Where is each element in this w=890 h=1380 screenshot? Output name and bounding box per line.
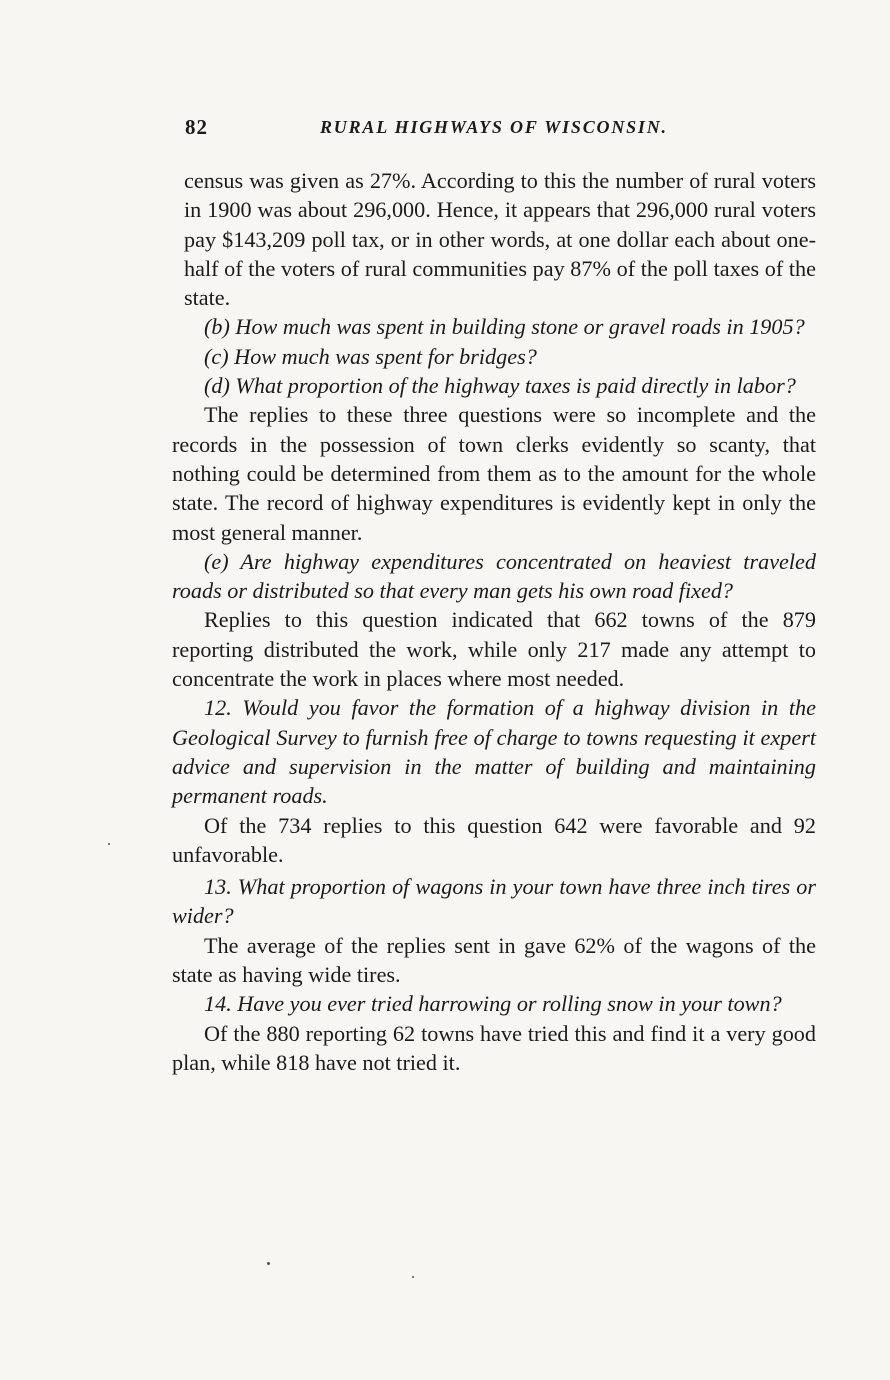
page-header: [185, 115, 825, 145]
question-c: (c) How much was spent for bridges?: [204, 343, 537, 369]
question-e: (e) Are highway expenditures concentrated on heaviest traveled roads or distributed so that every man gets his own road fixed?: [172, 548, 816, 604]
running-head: RURAL HIGHWAYS OF WISCONSIN.: [320, 117, 668, 137]
question-14: 14. Have you ever tried harrowing or rolling snow in your town?: [204, 991, 782, 1017]
paper-speck: [267, 1262, 270, 1265]
paragraph-census-continuation: census was given as 27%. According to this the number of rural voters in 1900 was about 296,000. Hence, it appears that 296,000 rural voters pay $143,209 poll tax, or in other words, at one dollar each about one-half of the voters of rural communities pay 87% of the poll taxes of the state.: [184, 168, 816, 311]
answer-e: Replies to this question indicated that 662 towns of the 879 reporting distributed the work, while only 217 made any attempt to concentrate the work in places where most needed.: [172, 607, 816, 692]
answer-14: Of the 880 reporting 62 towns have tried this and find it a very good plan, while 818 have not tried it.: [172, 1020, 816, 1075]
body-text: [172, 166, 816, 1077]
answer-12: Of the 734 replies to this question 642 were favorable and 92 unfavorable.: [172, 812, 816, 867]
question-d: (d) What proportion of the highway taxes is paid directly in labor?: [204, 373, 796, 399]
question-13: 13. What proportion of wagons in your town have three inch tires or wider?: [172, 874, 816, 929]
answer-bcd: The replies to these three questions were so incomplete and the records in the possession of town clerks evidently so scanty, that nothing could be determined from them as to the amount for the whole state. The record of highway expenditures is evidently kept in only the most general manner.: [172, 402, 816, 545]
paper-speck: [108, 843, 110, 845]
answer-13: The average of the replies sent in gave 62% of the wagons of the state as having wide tires.: [172, 932, 816, 988]
page-number: 82: [185, 115, 208, 139]
question-b: (b) How much was spent in building stone or gravel roads in 1905?: [204, 314, 805, 340]
paper-speck: [412, 1276, 414, 1278]
question-12: 12. Would you favor the formation of a highway division in the Geological Survey to furnish free of charge to towns requesting it expert advice and supervision in the matter of building and maintaining permanent roads.: [172, 695, 816, 809]
